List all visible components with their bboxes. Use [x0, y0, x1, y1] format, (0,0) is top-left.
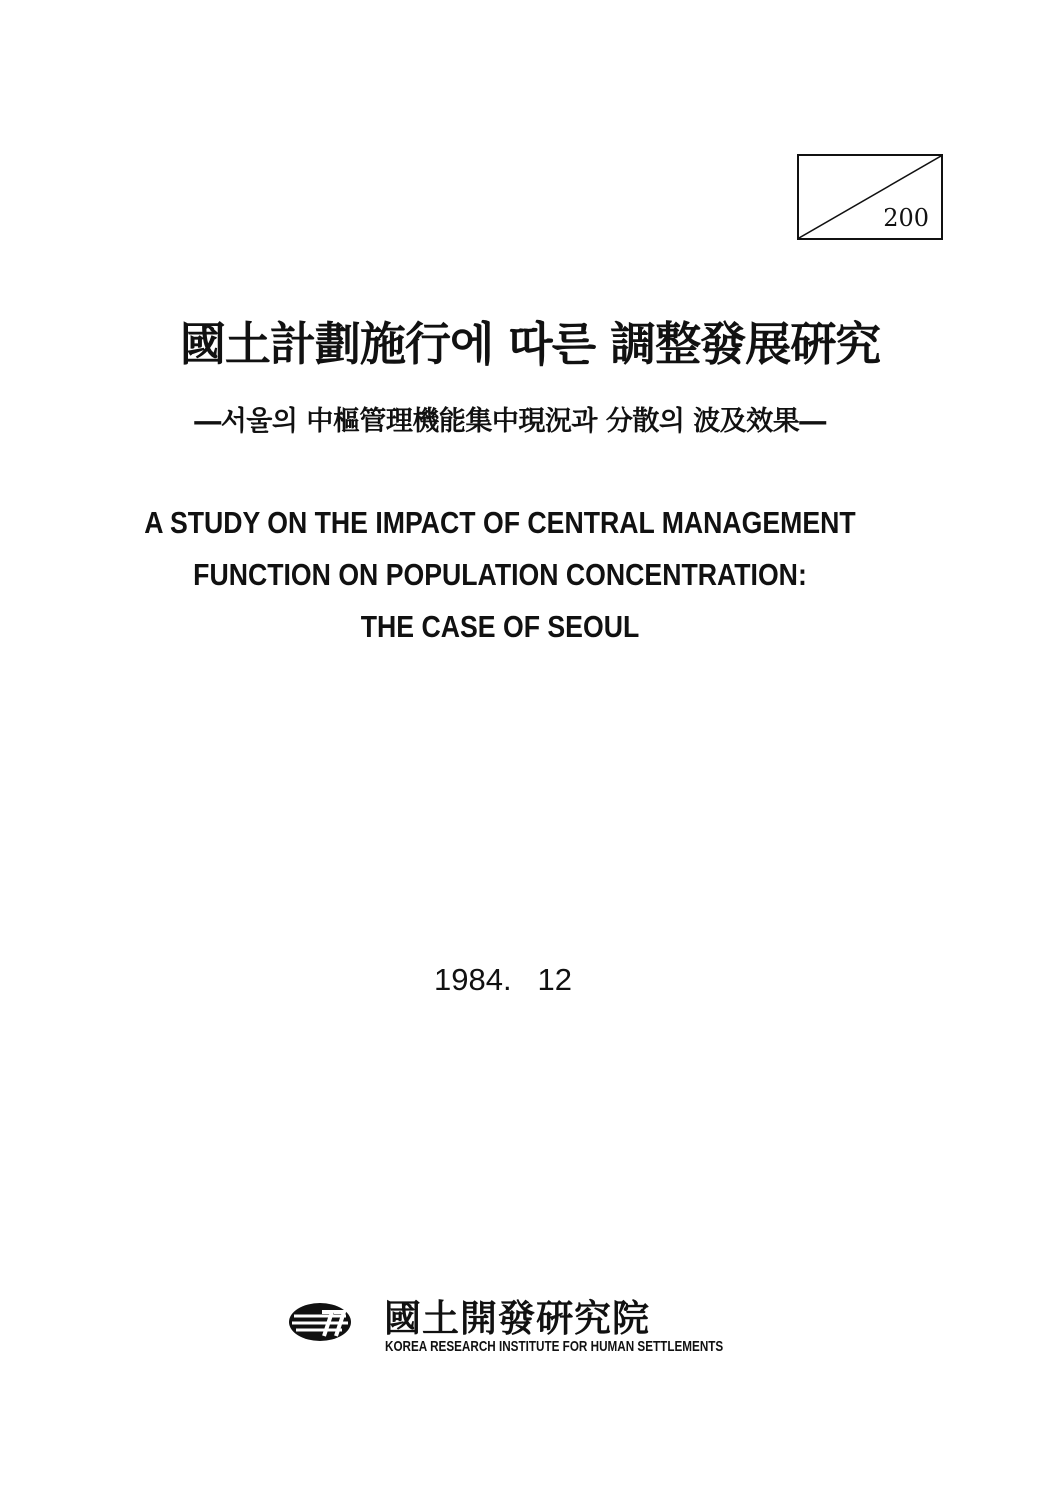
english-title — [70, 497, 930, 653]
publication-date: 1984. 12 — [434, 962, 572, 997]
english-title-line-1: A STUDY ON THE IMPACT OF CENTRAL MANAGEMENT — [144, 505, 856, 540]
report-number-box — [797, 154, 943, 240]
report-number: 200 — [883, 204, 929, 232]
krihs-logo-icon — [288, 1302, 352, 1342]
english-title-line-2: FUNCTION ON POPULATION CONCENTRATION: — [193, 557, 807, 592]
publisher-block — [288, 1288, 748, 1368]
english-title-line-3: THE CASE OF SEOUL — [360, 609, 640, 644]
korean-title: 國土計劃施行에 따른 調整發展硏究 — [179, 317, 881, 371]
korean-subtitle: ―서울의 中樞管理機能集中現況과 分散의 波及效果― — [194, 406, 826, 437]
publisher-name-korean: 國土開發硏究院 — [384, 1296, 650, 1340]
publisher-name-english: KOREA RESEARCH INSTITUTE FOR HUMAN SETTLEMENTS — [385, 1338, 724, 1355]
